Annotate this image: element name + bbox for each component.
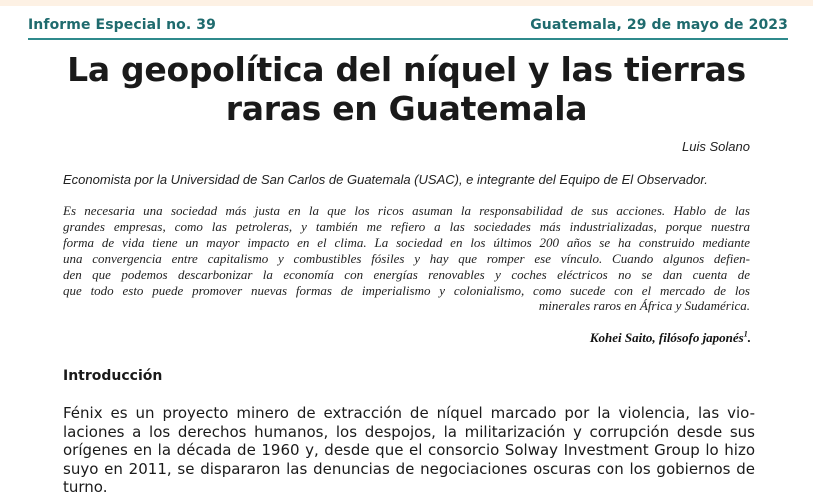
epigraph-line: minerales raros en África y Sudamérica. <box>538 298 750 314</box>
author-name: Luis Solano <box>682 139 750 154</box>
paragraph-line: Fénix es un proyecto minero de extracción de níquel marcado por la violencia, las vio- <box>63 404 755 422</box>
epigraph-attribution <box>590 330 751 346</box>
article-title: La geopolítica del níquel y las tierras raras en Guatemala <box>67 50 746 128</box>
bulletin-header <box>28 17 788 37</box>
paragraph-line: suyo en 2011, se dispararon las denuncias de negociaciones oscuras con los gobiernos de <box>63 459 755 478</box>
epigraph-line: forma de vida tiene un mayor impacto en el clima. La sociedad en los últimos 200 años se ha construido mediante <box>63 234 750 250</box>
epigraph-line: que todo esto puede promover nuevas formas de imperialismo y colonialismo, como sucede con el mercado de los <box>63 282 750 298</box>
header-rule <box>28 38 788 40</box>
top-color-band <box>0 0 813 6</box>
epigraph-line: una convergencia entre capitalismo y combustibles fósiles y hay que romper ese vínculo. Cuando algunos defien- <box>63 250 750 266</box>
issue-label: Informe Especial no. 39 <box>28 17 216 33</box>
author-affiliation: Economista por la Universidad de San Carlos de Guatemala (USAC), e integrante del Equipo de El Observador. <box>63 172 708 187</box>
attribution-period: . <box>747 330 751 345</box>
paragraph-line: turno. <box>63 478 108 496</box>
section-heading-introduccion: Introducción <box>63 368 163 384</box>
epigraph-line: den que podemos descarbonizar la economía con energías renovables y coches eléctricos no se dan cuenta de <box>63 266 750 282</box>
paragraph-line: laciones a los derechos humanos, los despojos, la militarización y corrupción desde sus <box>63 422 755 441</box>
introduction-paragraph <box>63 404 755 497</box>
paragraph-line: orígenes en la década de 1960 y, desde que el consorcio Solway Investment Group lo hizo <box>63 441 755 459</box>
footnote-ref-1[interactable]: 1 <box>743 329 748 339</box>
epigraph-line: Es necesaria una sociedad más justa en la que los ricos asuman la responsabilidad de sus acciones. Hablo de las <box>63 203 750 218</box>
epigraph-line: grandes empresas, como las petroleras, y también me refiero a las sociedades más industrializadas, porque nuestra <box>63 218 750 234</box>
attribution-text: Kohei Saito, filósofo japonés <box>589 330 744 345</box>
epigraph-quote <box>63 203 750 314</box>
place-date-label: Guatemala, 29 de mayo de 2023 <box>530 17 788 33</box>
